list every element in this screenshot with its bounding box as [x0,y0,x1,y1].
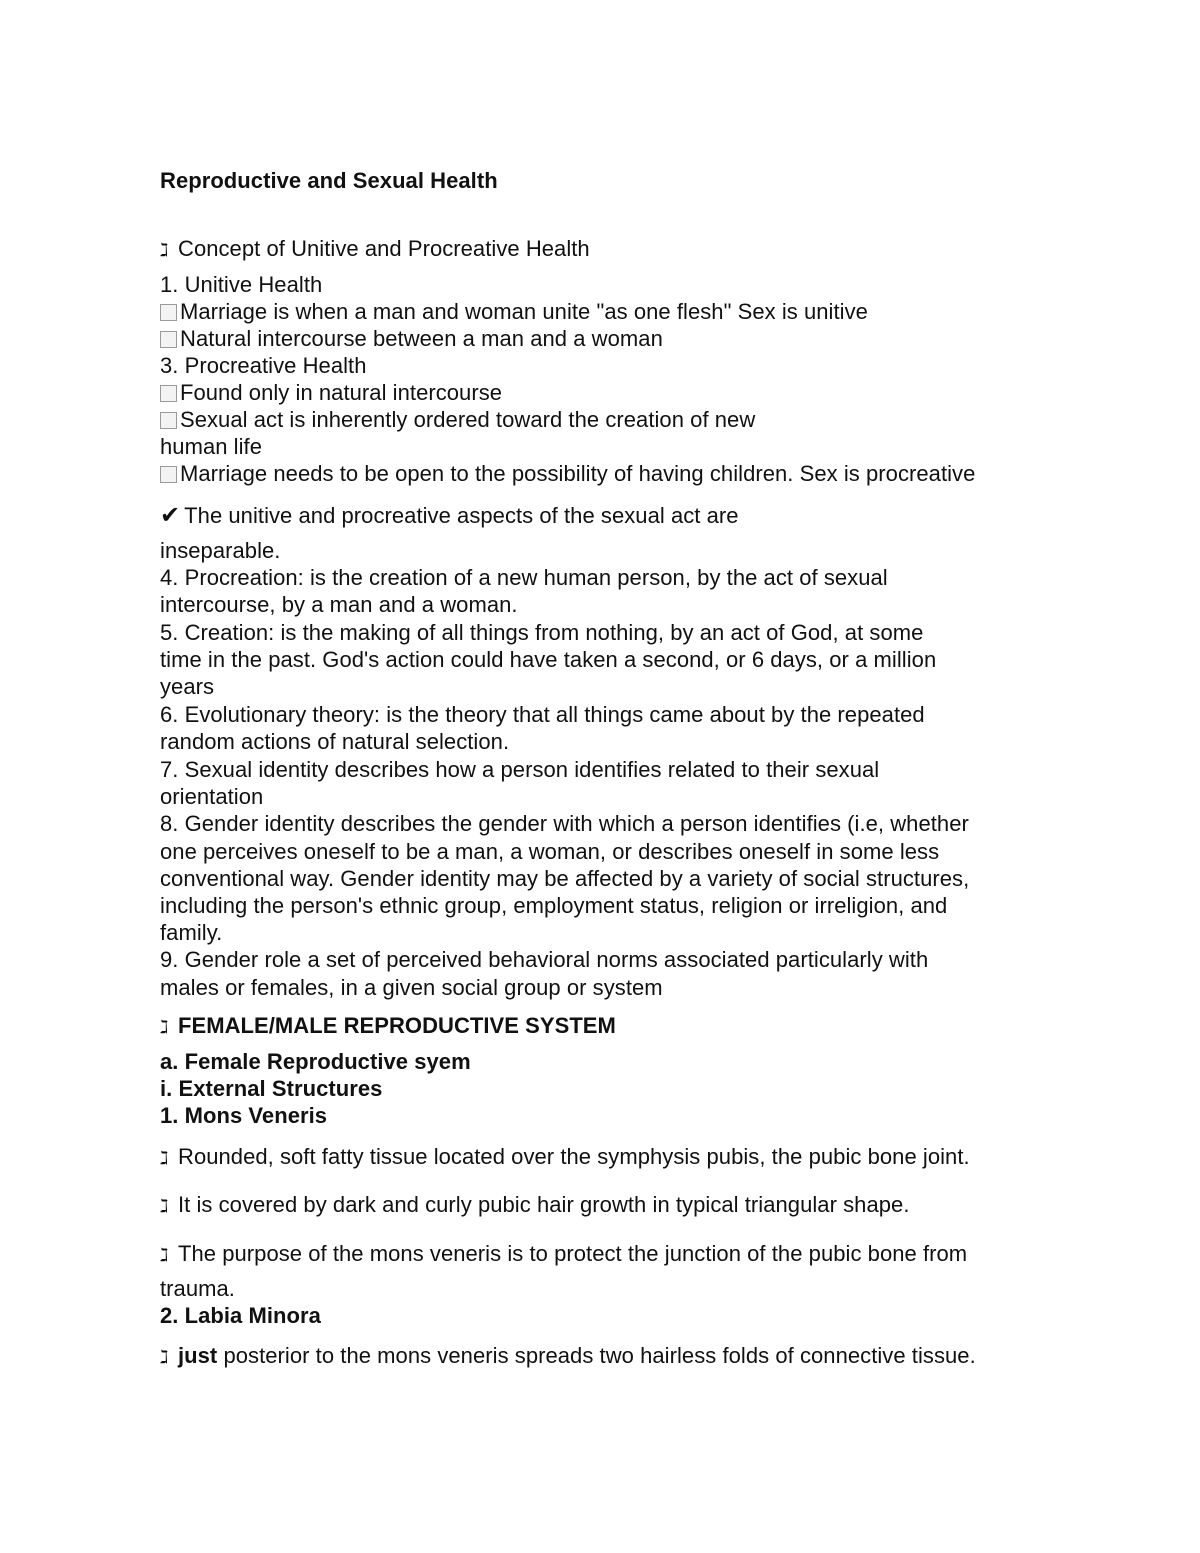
definition-line: intercourse, by a man and a woman. [160,592,518,617]
definition-line: time in the past. God's action could have taken a second, or 6 days, or a million [160,647,937,672]
list-item: ℷ The purpose of the mons veneris is to protect the junction of the pubic bone from [160,1241,967,1269]
definition-line: 7. Sexual identity describes how a person identifies related to their sexual [160,757,880,782]
subheading-i: i. External Structures [160,1076,383,1101]
emphasis-text: just [178,1343,218,1368]
check-note: ✔ The unitive and procreative aspects of the sexual act are [160,501,739,529]
bullet-icon: ℷ [160,1245,169,1266]
procreative-heading: 3. Procreative Health [160,353,367,378]
document-title: Reproductive and Sexual Health [160,168,498,193]
checkbox-icon [160,466,177,483]
definition-line: including the person's ethnic group, employment status, religion or irreligion, and [160,893,948,918]
checkmark-icon: ✔ [160,501,181,529]
unitive-heading: 1. Unitive Health [160,272,323,297]
bullet-icon: ℷ [160,1017,169,1038]
list-item-continuation: trauma. [160,1276,235,1301]
list-item: ℷ Rounded, soft fatty tissue located over the symphysis pubis, the pubic bone joint. [160,1144,970,1172]
list-item: ℷ It is covered by dark and curly pubic hair growth in typical triangular shape. [160,1192,910,1220]
list-item: Marriage needs to be open to the possibility of having children. Sex is procreative [160,461,975,487]
definition-line: 8. Gender identity describes the gender with which a person identifies (i.e, whether [160,811,969,836]
checkbox-icon [160,412,177,429]
list-item: Natural intercourse between a man and a woman [160,326,663,352]
definition-line: 9. Gender role a set of perceived behavioral norms associated particularly with [160,947,929,972]
list-item: Sexual act is inherently ordered toward the creation of new [160,407,755,433]
bullet-icon: ℷ [160,1196,169,1217]
checkbox-icon [160,385,177,402]
definition-line: 4. Procreation: is the creation of a new human person, by the act of sexual [160,565,888,590]
section-heading-line [160,1013,616,1041]
section-heading: FEMALE/MALE REPRODUCTIVE SYSTEM [178,1013,616,1038]
subheading-a: a. Female Reproductive syem [160,1049,471,1074]
definition-line: 6. Evolutionary theory: is the theory that all things came about by the repeated [160,702,925,727]
checkbox-icon [160,331,177,348]
list-item-continuation: human life [160,434,263,459]
list-item: ℷ just posterior to the mons veneris spreads two hairless folds of connective tissue. [160,1343,976,1371]
mons-veneris-heading: 1. Mons Veneris [160,1103,328,1128]
labia-minora-heading: 2. Labia Minora [160,1303,321,1328]
list-item: Marriage is when a man and woman unite "as one flesh" Sex is unitive [160,299,868,325]
definition-line: random actions of natural selection. [160,729,510,754]
check-note-continuation: inseparable. [160,538,281,563]
definition-line: 5. Creation: is the making of all things from nothing, by an act of God, at some [160,620,924,645]
bullet-icon: ℷ [160,240,169,261]
list-item: Found only in natural intercourse [160,380,502,406]
definition-line: years [160,674,215,699]
bullet-icon: ℷ [160,1347,169,1368]
checkbox-icon [160,304,177,321]
definition-line: one perceives oneself to be a man, a woman, or describes oneself in some less [160,839,940,864]
definition-line: orientation [160,784,264,809]
concept-heading: Concept of Unitive and Procreative Health [178,236,590,261]
definition-line: conventional way. Gender identity may be affected by a variety of social structures, [160,866,970,891]
bullet-icon: ℷ [160,1148,169,1169]
definition-line: family. [160,920,223,945]
concept-heading-line [160,236,590,264]
definition-line: males or females, in a given social group or system [160,975,663,1000]
